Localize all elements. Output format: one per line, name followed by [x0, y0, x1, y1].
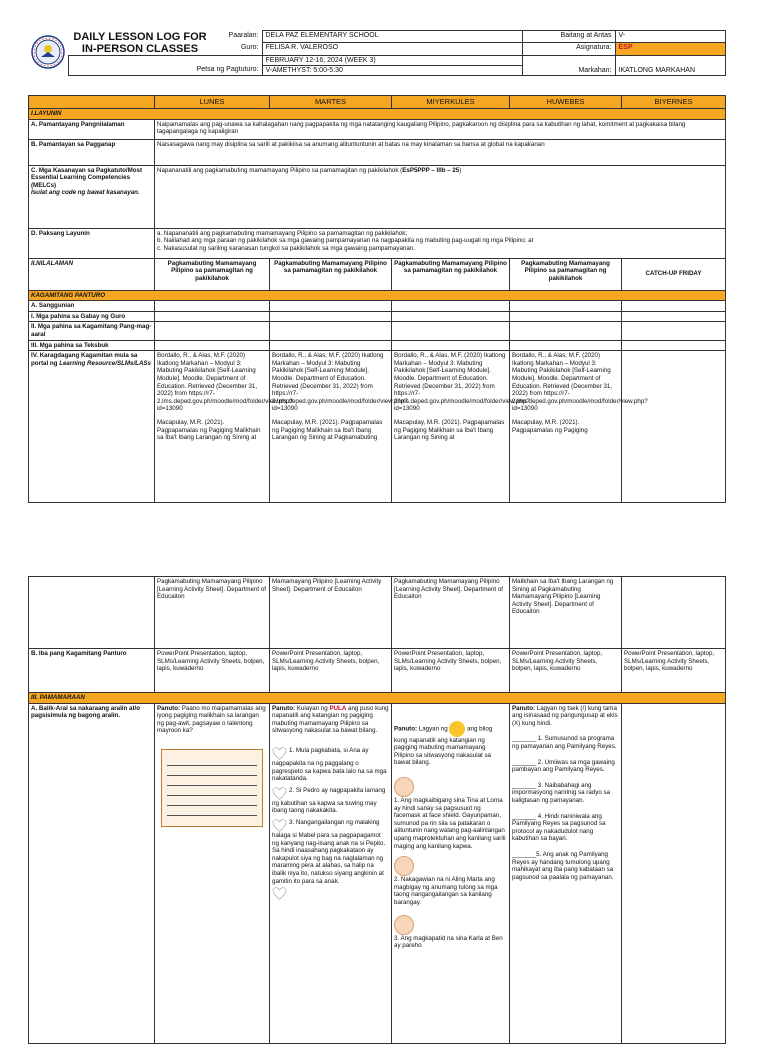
asignatura-label: Asignatura: — [522, 43, 615, 55]
asignatura-value: ESP — [615, 43, 725, 55]
row-gabay-guro: I. Mga pahina sa Gabay ng Guro — [29, 311, 726, 322]
baitang-value: V- — [615, 31, 725, 43]
row-kagamitang-mag-aaral: II. Mga pahina sa Kagamitang Pang-mag-aaral — [29, 322, 726, 340]
day-header-empty — [29, 96, 155, 109]
petsa-value-2: V-AMETHYST: 5:00-5:30 — [262, 65, 522, 75]
logo-cell — [28, 31, 68, 76]
petsa-value-1: FEBRUARY 12-16, 2024 (WEEK 3) — [262, 55, 522, 65]
balik-aral-huwebes: Panuto: Lagyan ng tsek (/) kung tama ang isinasaad ng pangungusap at ekis (X) kung hindi. _______ 1. Sumusunod sa programa ng pamayanan ang Pamilyang Reyes. _______ 2. Umiiwas sa mga gawaing pambayan ang Pamilyang Reyes. _______ 3. Naibabahagi ang impormasyong naririnig sa radyo sa kaligtasan ng pamayanan. _______ 4. Hindi naniniwala ang Pamilyang Reyes sa pagsunod sa protocol ay nakadudulot nang kabutihan sa bayan. _______5. Ang anak ng Pamilyang Reyes ay handang tumulong upang mahikayat ang iba pang kabataan sa pagsunod sa paalala ng pamayanan. — [510, 703, 622, 1043]
guro-value: FELISA R. VALEROSO — [262, 43, 522, 55]
heart-icon[interactable] — [272, 887, 287, 900]
lesson-log-table-page-2 — [28, 576, 726, 1044]
smiley-icon — [449, 721, 465, 737]
title-line-1: DAILY LESSON LOG FOR — [73, 30, 207, 43]
guro-label: Guro: — [240, 43, 259, 51]
row-teksbuk: III. Mga pahina sa Teksbuk — [29, 340, 726, 351]
day-martes: MARTES — [270, 96, 392, 109]
markahan-value: IKATLONG MARKAHAN — [615, 55, 725, 75]
answer-lines-box — [161, 749, 263, 827]
balik-aral-martes: Panuto: Kulayan ng PULA ang puso kung napanatili ang katangian ng pagiging mabuting mamamayang Pilipino sa sitwasyong nakasulat sa bawat bilang. 1. Mula pagkabata, si Ana ay nagpapakita na ng paggalang o pagrespeto sa kapwa bata lalo na sa mga nakatatanda. 2. Si Pedro ay nagpapakita lamang ng kabutihan sa kapwa sa tuwing may ibang taong nakakakita. 3. Nangangailangan ng malaking halaga si Mabel para sa pagpapagamot ng kanyang nag-iisang anak na si Pepito. Sa hindi inaasahang pagkakataon ay nakapulot siya ng bag na naglalaman ng maraming pera at alahas, sa halip na ibalik niya ito, natukso siyang angkinin at gamitin ito para sa anak. — [270, 703, 392, 1043]
row-nilalaman: II.NILALAMAN Pagkamabuting Mamamayang Pilipino sa pamamagitan ng pakikilahok Pagkamabuting Mamamayang Pilipino sa pamamagitan ng pakikilahok Pagkamabuting Mamamayang Pilipino sa pamamagitan ng pakikilahok Pagkamabuting Mamamayang Pilipino sa pamamagitan ng pakikilahok CATCH-UP FRIDAY — [29, 258, 726, 290]
baitang-label: Baitang at Antas — [522, 31, 615, 43]
day-miyerkules: MIYERKULES — [392, 96, 510, 109]
row-karagdagang-kagamitan: IV. Karagdagang Kagamitan mula sa portal ng Learning Resource/SLMs/LASs Bordallo, R., & Alas, M.F. (2020) Ikatlong Markahan – Modyul 3: Mabuting Pakikilahok [Self-Learning Module]. Moodle. Department of Education. Retrieved (December 31, 2022) from https://r7-2.lms.deped.gov.ph/moodle/mod/folder/view.php?id=13090 Macapulay, M.R. (2021). Pagpapamalas ng Pagiging Malikhain sa Iba't Ibang Larangan ng Sining at Bordallo, R., & Alas, M.F. (2020) Ikatlong Markahan – Modyul 3: Mabuting Pakikilahok [Self-Learning Module]. Moodle. Department of Education. Retrieved (December 31, 2022) from https://r7-2.lms.deped.gov.ph/moodle/mod/folder/view.php?id=13090 Macapulay, M.R. (2021). Pagpapamalas ng Pagiging Malikhain sa Iba't Ibang Larangan ng Sining at Pagkamabuting Bordallo, R., & Alas, M.F. (2020) Ikatlong Markahan – Modyul 3: Mabuting Pakikilahok [Self-Learning Module]. Moodle. Department of Education. Retrieved (December 31, 2022) from https://r7-2.lms.deped.gov.ph/moodle/mod/folder/view.php?id=13090 Macapulay, M.R. (2021). Pagpapamalas ng Pagiging Malikhain sa Iba't Ibang Larangan ng Sining at Bordallo, R., & Alas, M.F. (2020) Ikatlong Markahan – Modyul 3: Mabuting Pakikilahok [Self-Learning Module]. Moodle. Department of Education. Retrieved (December 31, 2022) from https://r7-2.lms.deped.gov.ph/moodle/mod/folder/view.php?id=13090 Macapulay, M.R. (2021). Pagpapamalas ng Pagiging — [29, 351, 726, 503]
markahan-label: Markahan: — [522, 55, 615, 75]
circle-icon[interactable] — [394, 856, 414, 876]
section-pamamaraan: III. PAMAMARAAN — [29, 693, 726, 704]
balik-aral-lunes: Panuto: Paano mo maipamamalas ang iyong pagiging malikhain sa larangan ng pag-awit, pagsayaw o talentong mayroon ka? — [155, 703, 270, 1043]
title-cell — [68, 31, 212, 56]
section-layunin: I.LAYUNIN — [29, 109, 726, 120]
petsa-label: Petsa ng Pagtuturo: — [68, 55, 262, 75]
catch-up-friday: CATCH-UP FRIDAY — [622, 258, 726, 290]
paaralan-value: DELA PAZ ELEMENTARY SCHOOL — [262, 31, 522, 43]
day-huwebes: HUWEBES — [510, 96, 622, 109]
row-balik-aral: A. Balik-Aral sa nakaraang aralin at/o pagsisimula ng bagong aralin. Panuto: Paano mo maipamamalas ang iyong pagiging malikhain sa larangan ng pag-awit, pagsayaw o talentong mayroon ka? Panuto: Kulayan ng PULA ang puso kung napanatili ang katangian ng pagiging mabuting mamamayang Pilipino sa sitwasyong nakasulat sa bawat bilang. 1. Mula pagkabata, si Ana ay nagpapakita na ng paggalang o pagrespeto sa kapwa bata lalo na sa mga nakatatanda. 2. Si Pedro ay nagpapakita lamang ng kabutihan sa kapwa sa tuwing may ibang taong nakakakita. 3. Nangangailangan ng malaking halaga si Mabel para sa pagpapagamot ng kanyang nag-iisang anak na si Pepito. Sa hindi inaasahang pagkakataon ay nakapulot siya ng bag na naglalaman ng maraming pera at alahas, sa halip na ibalik niya ito, natukso siyang angkinin at gamitin ito para sa anak. Panuto: Lagyan ng ang bilog kung napanatili ang katangian ng pagiging mabuting mamamayang Pilipino sa sitwasyong nakasulat sa bawat bilang. 1. Ang magkaibigang sina Tina at Lorna ay hindi sanay sa pagsusuot ng facemask at face shield. Gayunpaman, sumunod pa rin sila sa patakaran o alituntunin nang walang pag-aalinlangan upang maprotektuhan ang kanilang sarili maging ang kanilang kapwa. 2. Nakagawian na ni Aling Marta ang magbigay ng anumang tulong sa mga taong nangangailangan sa kanilang barangay. 3. Ang magkapatid na sina Karla at Ben ay pareho Panuto: Lagyan ng tsek (/) kung tama ang isinasaad ng pangungusap at ekis (X) kung hindi. _______ 1. Sumusunod sa programa ng pamayanan ang Pamilyang Reyes. _______ 2. Umiiwas sa mga gawaing pambayan ang Pamilyang Reyes. _______ 3. Naibabahagi ang impormasyong naririnig sa radyo sa kaligtasan ng pamayanan. _______ 4. Hindi naniniwala ang Pamilyang Reyes sa pagsunod sa protocol ay nakadudulot nang kabutihan sa bayan. _______5. Ang anak ng Pamilyang Reyes ay handang tumulong upang mahikayat ang iba pang kabataan sa pagsunod sa paalala ng pamayanan. — [29, 703, 726, 1043]
paaralan-label: Paaralan: — [228, 31, 259, 39]
balik-aral-miyerkules: Panuto: Lagyan ng ang bilog kung napanatili ang katangian ng pagiging mabuting mamamayang Pilipino sa sitwasyong nakasulat sa bawat bilang. 1. Ang magkaibigang sina Tina at Lorna ay hindi sanay sa pagsusuot ng facemask at face shield. Gayunpaman, sumunod pa rin sila sa patakaran o alituntunin nang walang pag-aalinlangan upang maprotektuhan ang kanilang sarili maging ang kanilang kapwa. 2. Nakagawian na ni Aling Marta ang magbigay ng anumang tulong sa mga taong nangangailangan sa kanilang barangay. 3. Ang magkapatid na sina Karla at Ben ay pareho — [392, 703, 510, 1043]
day-lunes: LUNES — [155, 96, 270, 109]
day-header-row — [29, 96, 726, 109]
day-biyernes: BIYERNES — [622, 96, 726, 109]
heart-icon[interactable] — [272, 819, 287, 832]
circle-icon[interactable] — [394, 777, 414, 797]
row-pamantayan-pagganap: B. Pamantayan sa Pagganap Naisasagawa nang may disiplina sa sarili at pakikiisa sa anumang alituntuntunin at batas na may kinalaman sa bansa at global na kapakanan — [29, 139, 726, 165]
row-reference-continued: Pagkamabuting Mamamayang Pilipino [Learning Activity Sheet]. Department of Educaiton Mamamayang Pilipino [Learning Activity Sheet]. Department of Educaiton Pagkamabuting Mamamayang Pilipino [Learning Activity Sheet]. Department of Educaiton Malikhain sa Iba't Ibang Larangan ng Sining at Pagkamabuting Mamamayang Pilipino [Learning Activity Sheet]. Department of Educaiton — [29, 577, 726, 649]
section-kagamitan: KAGAMITANG PANTURO — [29, 290, 726, 301]
header-table — [28, 30, 726, 76]
melc-code: EsP5PPP – IIIb – 25 — [402, 166, 460, 174]
circle-icon[interactable] — [394, 915, 414, 935]
row-pamantayang-pangnilalaman: A. Pamantayang Pangnilalaman Naipamamalas ang pag-unawa sa kahalagahan nang pagpapakita ng mga natatanging kaugaliang Pilipino, pagkakaroon ng disiplina para sa kabutihan ng lahat, komitment at pagkakaisa bilang tagapangalaga ng kapaligiran — [29, 119, 726, 139]
row-melcs: C. Mga Kasanayan sa Pagkatuto/Most Essential Learning Competencies (MELCs) Isulat ang code ng bawat kasanayan. Napananatili ang pagkamabuting mamamayang Pilipino sa pamamagitan ng pakikilahok (EsP5PPP – IIIb – 25) — [29, 165, 726, 228]
title-line-2: IN-PERSON CLASSES — [81, 42, 199, 55]
row-iba-pang-kagamitan: B. Iba pang Kagamitang Panturo PowerPoint Presentation, laptop, SLMs/Learning Activity Sheets, bolpen, lapis, kuwaderno PowerPoint Presentation, laptop, SLMs/Learning Activity Sheets, bolpen, lapis, kuwaderno PowerPoint Presentation, laptop, SLMs/Learning Activity Sheets, bolpen, lapis, kuwaderno PowerPoint Presentation, laptop, SLMs/Learning Activity Sheets, bolpen, lapis, kuwaderno PowerPoint Presentation, laptop, SLMs/Learning Activity Sheets, bolpen, lapis, kuwaderno — [29, 649, 726, 693]
deped-seal-icon — [31, 35, 65, 69]
heart-icon[interactable] — [272, 787, 287, 800]
lesson-log-table-page-1 — [28, 95, 726, 503]
row-sanggunian: A. Sanggunian — [29, 301, 726, 312]
row-paksang-layunin: D. Paksang Layunin a. Napananatili ang pagkamabuting mamamayang Pilipino sa pamamagitan ng pakikilahok; b. Naiilahad ang mga paraan ng pakikilahok sa mga gawaing pampamayanan na nagpapakita ng mabuting pag-uugali ng mga Pilipino; at c. Nakasusulat ng sariling karanasan tungkol sa pakikilahok sa mga gawaing pampamayanan. — [29, 228, 726, 258]
heart-icon[interactable] — [272, 747, 287, 760]
balik-aral-biyernes — [622, 703, 726, 1043]
